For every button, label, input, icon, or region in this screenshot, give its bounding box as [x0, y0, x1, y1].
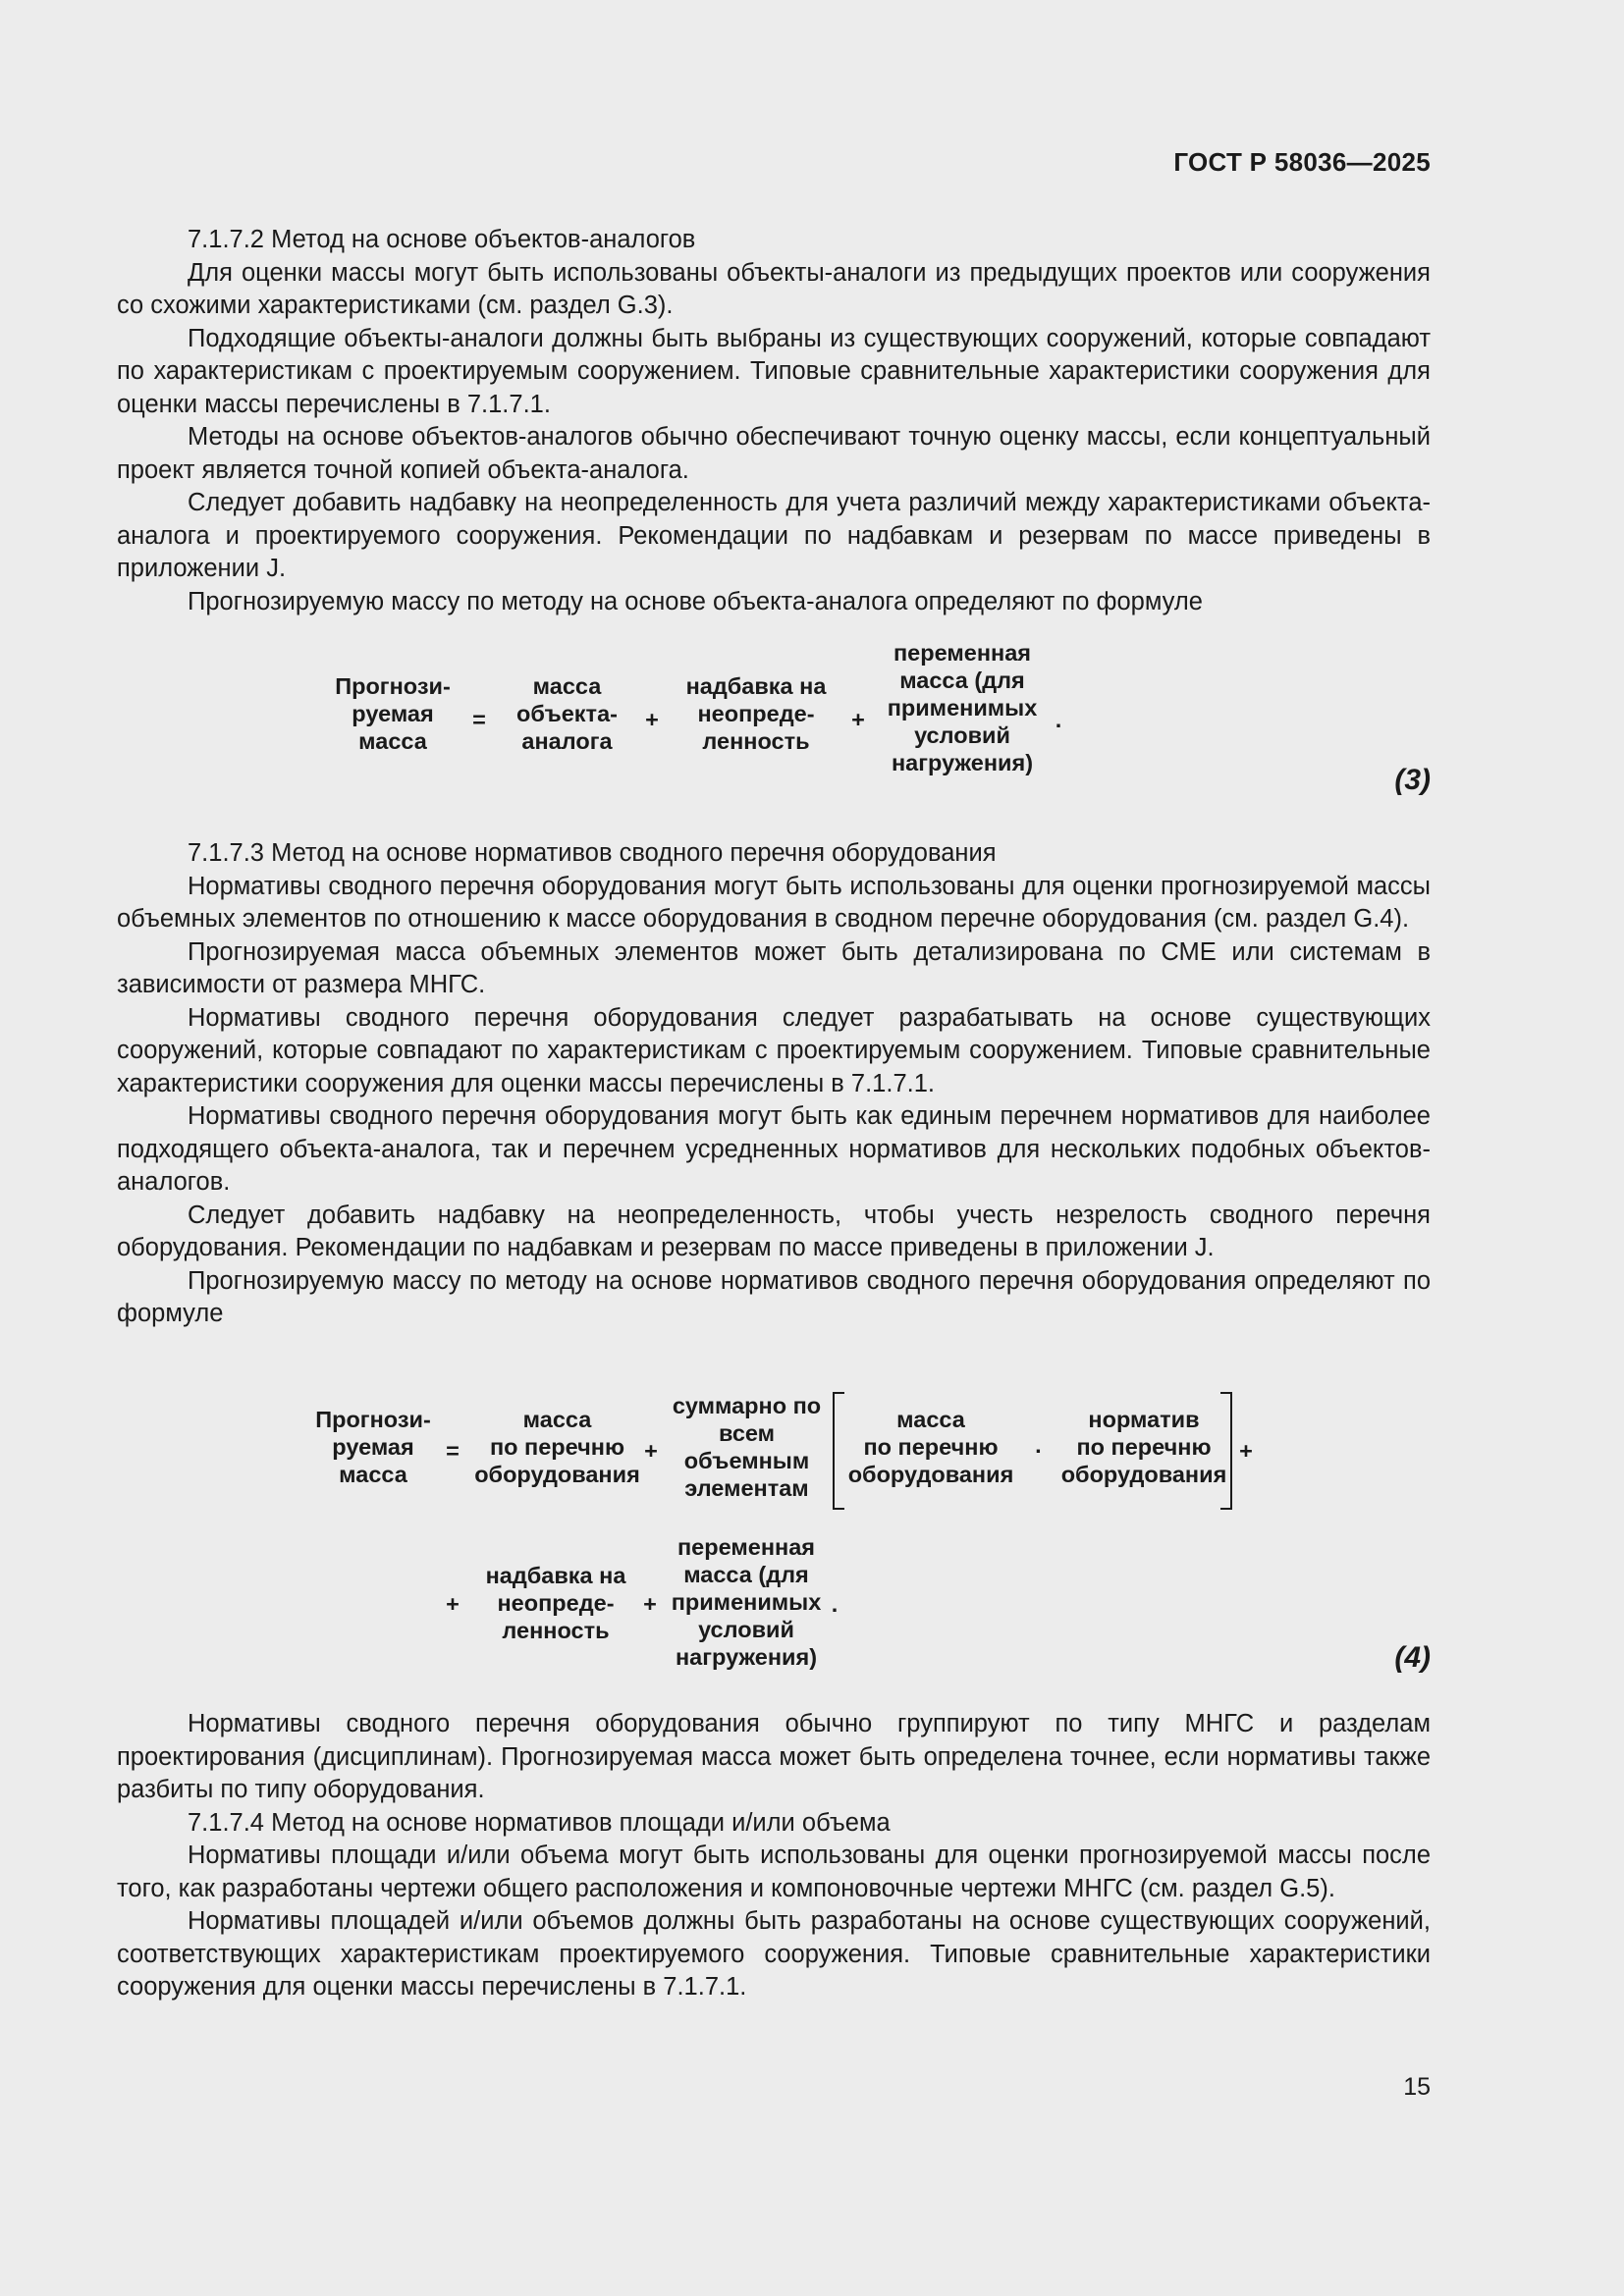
formula-operator: + — [851, 707, 865, 732]
left-bracket — [833, 1392, 844, 1510]
formula-operator: + — [1239, 1438, 1253, 1464]
paragraph: Для оценки массы могут быть использованы объекты-аналоги из предыдущих проектов или сооружения со схожими характеристиками (см. раздел G.3). — [117, 258, 1431, 319]
formula-term: норматив по перечню оборудования — [1060, 1407, 1227, 1487]
paragraph: Прогнозируемую массу по методу на основе объекта-аналога определяют по формуле — [188, 587, 1203, 615]
paragraph: Методы на основе объектов-аналогов обычно обеспечивают точную оценку массы, если концептуальный проект является точной копией объекта-аналога. — [117, 423, 1431, 484]
page-number: 15 — [1403, 2073, 1431, 2101]
section-heading: 7.1.7.3 Метод на основе нормативов сводного перечня оборудования — [188, 839, 997, 867]
paragraph: Следует добавить надбавку на неопределенность для учета различий между характеристиками объекта-аналога и проектируемого сооружения. Рекомендации по надбавкам и резервам по массе приведены в приложении J. — [117, 489, 1431, 582]
formula-term: переменная масса (для применимых условий нагружения) — [887, 640, 1038, 775]
equation-number: (3) — [1394, 764, 1431, 796]
formula-term: масса по перечню оборудования — [474, 1407, 640, 1487]
formula-operator: . — [831, 1591, 839, 1617]
section-7-1-7-2 — [117, 224, 1431, 618]
formula-term: суммарно по всем объемным элементам — [672, 1393, 822, 1501]
formula-operator: . — [1055, 707, 1062, 732]
formula-operator: + — [644, 1438, 658, 1464]
paragraph: Нормативы сводного перечня оборудования могут быть как единым перечнем нормативов для наиболее подходящего объекта-аналога, так и перечнем усредненных нормативов для нескольких подобных объектов-аналогов. — [117, 1102, 1431, 1196]
paragraph: Прогнозируемую массу по методу на основе нормативов сводного перечня оборудования определяют по формуле — [117, 1266, 1431, 1327]
right-bracket — [1220, 1392, 1232, 1510]
paragraph: Нормативы сводного перечня оборудования следует разрабатывать на основе существующих сооружений, которые совпадают по характеристикам с проектируемым сооружением. Типовые сравнительные характеристики сооружения для оценки массы перечислены в 7.1.7.1. — [117, 1003, 1431, 1097]
paragraph: Нормативы площади и/или объема могут быть использованы для оценки прогнозируемой массы после того, как разработаны чертежи общего расположения и компоновочные чертежи МНГС (см. раздел G.5). — [117, 1842, 1431, 1902]
document-id: ГОСТ Р 58036—2025 — [1173, 147, 1431, 177]
formula-operator: + — [645, 707, 659, 732]
paragraph: Нормативы сводного перечня оборудования могут быть использованы для оценки прогнозируемой массы объемных элементов по отношению к массе оборудования в сводном перечне оборудования (см. раздел G.4). — [117, 872, 1431, 933]
formula-term: Прогнози- руемая масса — [315, 1407, 431, 1487]
formula-term: надбавка на неопреде- ленность — [685, 673, 827, 754]
formula-operator: + — [643, 1591, 657, 1617]
section-7-1-7-3 — [117, 837, 1431, 1331]
section-heading: 7.1.7.2 Метод на основе объектов-аналогов — [188, 226, 696, 253]
formula-term: Прогнози- руемая масса — [335, 673, 451, 754]
paragraph: Нормативы площадей и/или объемов должны быть разработаны на основе существующих сооружений, соответствующих характеристикам проектируемого сооружения. Типовые сравнительные характеристики сооружения для оценки массы перечислены в 7.1.7.1. — [117, 1907, 1431, 2001]
paragraph: Нормативы сводного перечня оборудования обычно группируют по типу МНГС и разделам проектирования (дисциплинам). Прогнозируемая масса может быть определена точнее, если нормативы также разбиты по типу оборудования. — [117, 1710, 1431, 1803]
paragraph: Прогнозируемая масса объемных элементов может быть детализирована по СМЕ или системам в зависимости от размера МНГС. — [117, 937, 1431, 998]
paragraph: Подходящие объекты-аналоги должны быть выбраны из существующих сооружений, которые совпадают по характеристикам с проектируемым сооружением. Типовые сравнительные характеристики сооружения для оценки массы перечислены в 7.1.7.1. — [117, 324, 1431, 418]
section-7-1-7-4 — [117, 1708, 1431, 2004]
formula-term: масса объекта- аналога — [516, 673, 618, 754]
formula-operator: + — [446, 1591, 460, 1617]
section-heading: 7.1.7.4 Метод на основе нормативов площади и/или объема — [188, 1808, 891, 1837]
formula-operator: = — [472, 707, 486, 732]
formula-term: надбавка на неопреде- ленность — [485, 1563, 626, 1643]
equation-number: (4) — [1394, 1641, 1431, 1674]
formula-term: масса по перечню оборудования — [847, 1407, 1014, 1487]
formula-term: переменная масса (для применимых условий нагружения) — [671, 1534, 822, 1670]
paragraph: Следует добавить надбавку на неопределенность, чтобы учесть незрелость сводного перечня оборудования. Рекомендации по надбавкам и резервам по массе приведены в приложении J. — [117, 1201, 1431, 1261]
formula-operator: = — [446, 1438, 460, 1464]
formula-operator: · — [1035, 1438, 1043, 1464]
